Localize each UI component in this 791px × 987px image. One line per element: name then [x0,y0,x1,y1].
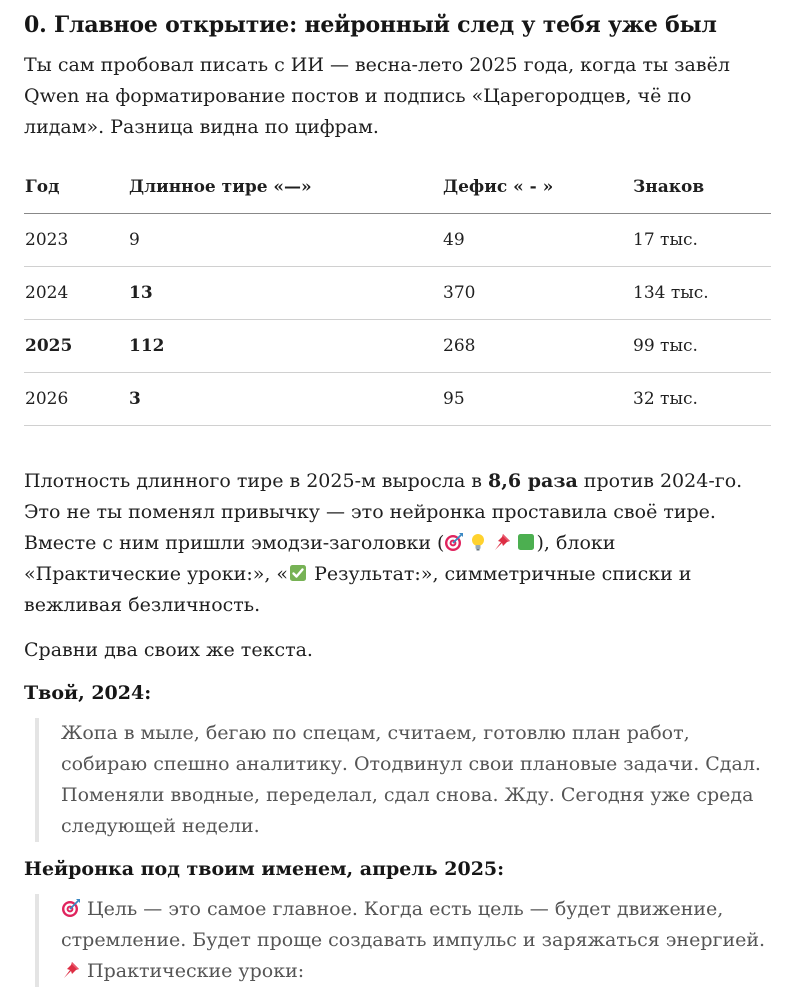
dash-stats-table [24,161,771,426]
cell-year: 2025 [24,320,128,373]
analysis-text: Плотность длинного тире в 2025-м выросла в [24,470,489,492]
pushpin-emoji [492,532,512,552]
bulb-emoji [468,532,488,552]
quote-2024: Жопа в мыле, бегаю по спецам, считаем, готовлю план работ, собираю спешно аналитику. Отодвинул свои плановые задачи. Сдал. Поменяли вводные, переделал, сдал снова. Жду. Сегодня уже среда следующей недели. [35,718,767,842]
check-mark-emoji [288,563,308,583]
table-row [24,267,771,320]
quote-2025 [35,894,767,987]
cell-em-dash: 112 [128,320,442,373]
ratio-highlight: 8,6 раза [488,470,578,492]
cell-chars: 32 тыс. [632,373,771,426]
analysis-text: ), блоки «Практические уроки:», « [24,532,616,585]
table-row [24,320,771,373]
col-em-dash-header: Длинное тире «—» [128,161,442,214]
cell-year: 2023 [24,214,128,267]
target-emoji [444,532,464,552]
section-heading: 0. Главное открытие: нейронный след у тебя уже был [24,12,717,38]
cell-hyphen: 95 [442,373,632,426]
col-hyphen-header: Дефис « - » [442,161,632,214]
cell-chars: 134 тыс. [632,267,771,320]
pushpin-emoji [61,960,81,980]
col-chars-header: Знаков [632,161,771,214]
cell-chars: 17 тыс. [632,214,771,267]
col-year-header: Год [24,161,128,214]
quote-text: Цель — это самое главное. Когда есть цель — будет движение, стремление. Будет проще создавать импульс и заряжаться энергией. [61,898,766,951]
quote-text: Практические уроки: [87,960,305,982]
cell-em-dash: 3 [128,373,442,426]
cell-hyphen: 49 [442,214,632,267]
cell-hyphen: 268 [442,320,632,373]
cell-chars: 99 тыс. [632,320,771,373]
cell-hyphen: 370 [442,267,632,320]
compare-paragraph: Сравни два своих же текста. [24,639,313,661]
green-square-emoji [516,532,536,552]
cell-em-dash: 13 [128,267,442,320]
table-row [24,373,771,426]
analysis-text: против 2024-го. Это не ты поменял привычку — это нейронка проставила своё тире. Вместе с ним пришли эмодзи-заголовки ( [24,470,743,554]
target-emoji [61,898,81,918]
analysis-text: Результат:», симметричные списки и вежливая безличность. [24,563,692,616]
quote-2025-title: Нейронка под твоим именем, апрель 2025: [24,858,505,880]
cell-em-dash: 9 [128,214,442,267]
intro-paragraph: Ты сам пробовал писать с ИИ — весна-лето 2025 года, когда ты завёл Qwen на форматирование постов и подпись «Царегородцев, чё по лидам». Разница видна по цифрам. [24,54,730,138]
quote-2024-title: Твой, 2024: [24,682,152,704]
table-header-row [24,161,771,214]
cell-year: 2026 [24,373,128,426]
cell-year: 2024 [24,267,128,320]
table-row [24,214,771,267]
analysis-paragraph [24,466,767,621]
